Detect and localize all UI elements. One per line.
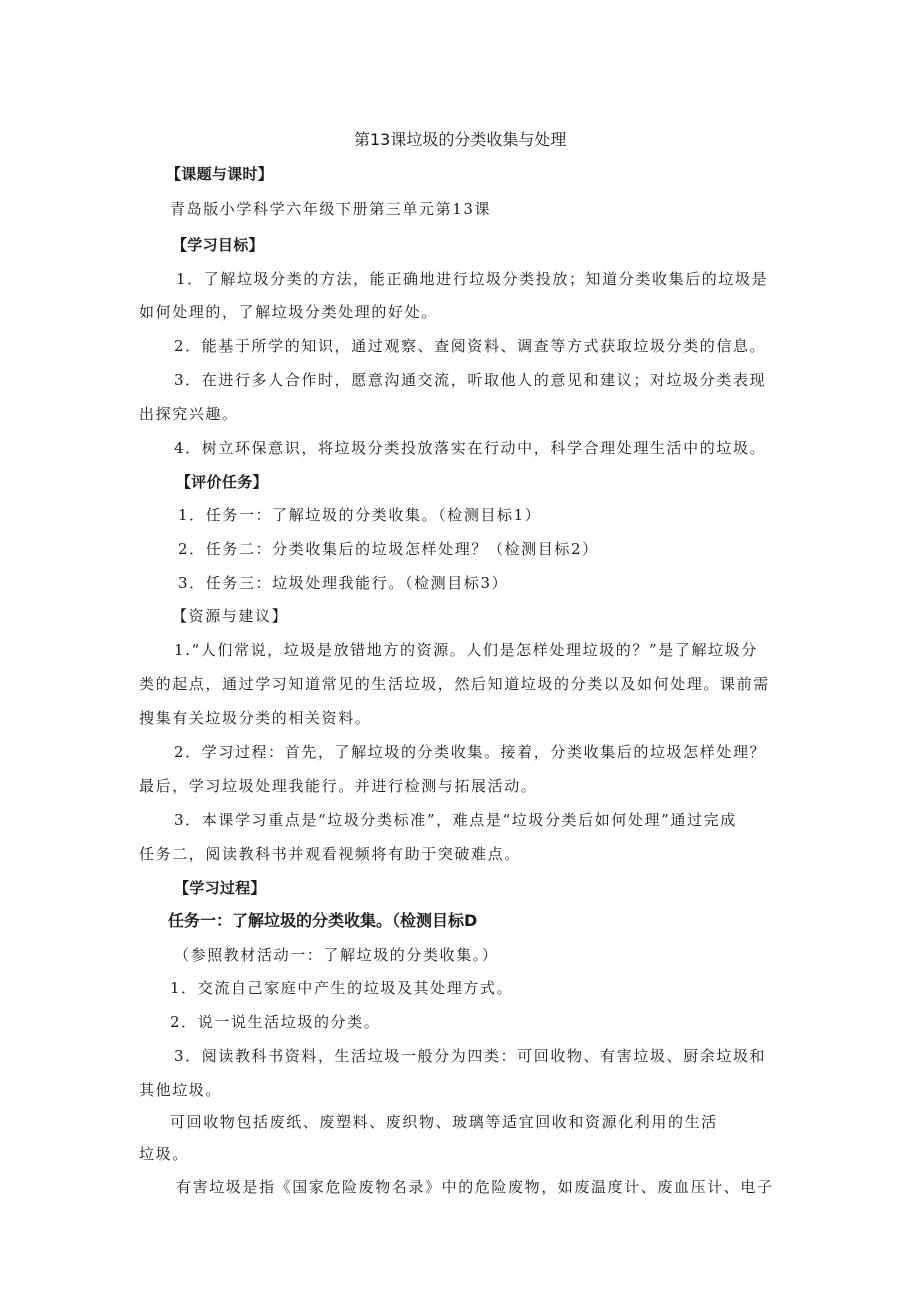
eval-task-3: 3．任务三：垃圾处理我能行。（检测目标3）	[178, 574, 509, 592]
process-step-3-line-1: 3．阅读教科书资料，生活垃圾一般分为四类：可回收物、有害垃圾、厨余垃圾和	[174, 1047, 767, 1065]
hazardous-line-1: 有害垃圾是指《国家危险废物名录》中的危险废物，如废温度计、废血压计、电子	[176, 1178, 774, 1196]
course-text: 青岛版小学科学六年级下册第三单元第13课	[170, 200, 492, 218]
page-title: 第13课垃圾的分类收集与处理	[354, 130, 567, 149]
goal-3-line-2: 出探究兴趣。	[139, 405, 239, 423]
section-heading-process: 【学习过程】	[174, 879, 266, 897]
recyclable-line-1: 可回收物包括废纸、废塑料、废织物、玻璃等适宜回收和资源化利用的生活	[170, 1113, 718, 1131]
goal-3-line-1: 3．在进行多人合作时，愿意沟通交流，听取他人的意见和建议；对垃圾分类表现	[174, 371, 767, 389]
resource-3-line-2: 任务二，阅读教科书并观看视频将有助于突破难点。	[139, 845, 521, 863]
resource-2-line-2: 最后，学习垃圾处理我能行。并进行检测与拓展活动。	[139, 777, 538, 795]
resource-1-line-1: 1.“人们常说，垃圾是放错地方的资源。人们是怎样处理垃圾的？”是了解垃圾分	[174, 641, 758, 659]
section-heading-resources: 【资源与建议】	[172, 607, 289, 625]
resource-1-line-3: 搜集有关垃圾分类的相关资料。	[139, 709, 372, 727]
goal-1-line-2: 如何处理的，了解垃圾分类处理的好处。	[139, 303, 438, 321]
resource-2-line-1: 2．学习过程：首先，了解垃圾的分类收集。接着，分类收集后的垃圾怎样处理？	[174, 743, 767, 761]
resource-1-line-2: 类的起点，通过学习知道常见的生活垃圾，然后知道垃圾的分类以及如何处理。课前需	[139, 675, 770, 693]
section-heading-course: 【课题与课时】	[166, 165, 274, 183]
process-step-2: 2．说一说生活垃圾的分类。	[170, 1013, 381, 1031]
eval-task-1: 1．任务一：了解垃圾的分类收集。（检测目标1）	[178, 506, 542, 524]
resource-3-line-1: 3．本课学习重点是“垃圾分类标准”，难点是“垃圾分类后如何处理”通过完成	[174, 811, 737, 829]
goal-1-line-1: 1．了解垃圾分类的方法，能正确地进行垃圾分类投放；知道分类收集后的垃圾是	[176, 270, 769, 288]
process-step-1: 1．交流自己家庭中产生的垃圾及其处理方式。	[170, 979, 514, 997]
eval-task-2: 2．任务二：分类收集后的垃圾怎样处理？（检测目标2）	[178, 540, 599, 558]
process-step-3-line-2: 其他垃圾。	[139, 1081, 223, 1099]
goal-4: 4．树立环保意识，将垃圾分类投放落实在行动中，科学合理处理生活中的垃圾。	[174, 439, 767, 457]
section-heading-goals: 【学习目标】	[172, 236, 264, 254]
task-1-heading: 任务一：了解垃圾的分类收集。（检测目标D	[168, 911, 478, 930]
section-heading-eval: 【评价任务】	[176, 473, 268, 491]
goal-2: 2．能基于所学的知识，通过观察、查阅资料、调查等方式获取垃圾分类的信息。	[174, 337, 767, 355]
recyclable-line-2: 垃圾。	[139, 1145, 189, 1163]
task-1-reference: （参照教材活动一：了解垃圾的分类收集。）	[174, 946, 499, 964]
